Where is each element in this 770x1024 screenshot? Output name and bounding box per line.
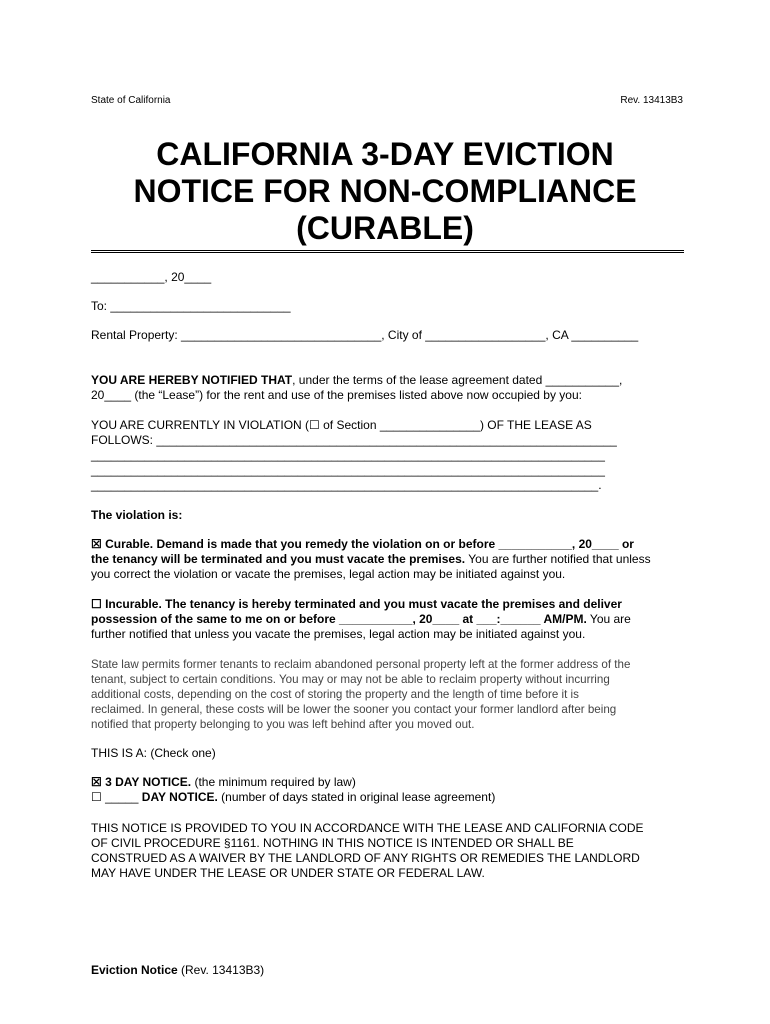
footer <box>91 963 264 977</box>
notified-line2: 20____ (the “Lease”) for the rent and use of the premises listed above now occupied by you: <box>91 388 582 402</box>
curable-paragraph <box>91 537 684 582</box>
header-state: State of California <box>91 95 171 106</box>
footer-rest: (Rev. 13413B3) <box>177 963 265 977</box>
incurable-bold-line1: ☐ Incurable. The tenancy is hereby terminated and you must vacate the premises and deliver <box>91 597 622 611</box>
header-revision: Rev. 13413B3 <box>620 95 683 106</box>
rental-property-field: Rental Property: ______________________________, City of __________________, CA __________ <box>91 328 639 342</box>
violation-line-3: _____________________________________________________________________________ <box>91 448 605 462</box>
document-title <box>0 136 770 247</box>
curable-bold-line1: ☒ Curable. Demand is made that you remedy the violation on or before ___________, 20____ or <box>91 537 634 551</box>
option-custom-day <box>91 790 684 805</box>
legal-line-3: CONSTRUED AS A WAIVER BY THE LANDLORD OF ANY RIGHTS OR REMEDIES THE LANDLORD <box>91 851 640 865</box>
state-law-line-2: tenant, subject to certain conditions. You may or may not be able to reclaim property without incurring <box>91 673 610 686</box>
footer-bold: Eviction Notice <box>91 963 178 977</box>
violation-line-5: ____________________________________________________________________________. <box>91 478 602 492</box>
violation-line-1: YOU ARE CURRENTLY IN VIOLATION (☐ of Section _______________) OF THE LEASE AS <box>91 418 592 432</box>
option-custom-rest: (number of days stated in original lease agreement) <box>217 790 496 804</box>
legal-line-1: THIS NOTICE IS PROVIDED TO YOU IN ACCORDANCE WITH THE LEASE AND CALIFORNIA CODE <box>91 821 644 835</box>
option-3-day-rest: (the minimum required by law) <box>191 775 356 789</box>
legal-line-4: MAY HAVE UNDER THE LEASE OR UNDER STATE OR FEDERAL LAW. <box>91 866 485 880</box>
incurable-bold-line2: possession of the same to me on or before ___________, 20____ at ___:______ AM/PM. <box>91 612 587 626</box>
legal-line-2: OF CIVIL PROCEDURE §1161. NOTHING IN THIS NOTICE IS INTENDED OR SHALL BE <box>91 836 574 850</box>
title-line-1: CALIFORNIA 3-DAY EVICTION <box>156 136 614 172</box>
option-3-day <box>91 775 684 790</box>
incurable-rest-line2: You are <box>586 612 631 626</box>
violation-line-4: _____________________________________________________________________________ <box>91 463 605 477</box>
curable-bold-line2: the tenancy will be terminated and you must vacate the premises. <box>91 552 466 566</box>
state-law-line-4: reclaimed. In general, these costs will be lower the sooner you contact your former landlord after being <box>91 703 617 716</box>
option-custom-bold: DAY NOTICE. <box>141 790 218 804</box>
legal-paragraph <box>91 821 684 881</box>
option-custom-prefix: ☐ _____ <box>91 790 142 804</box>
state-law-line-5: notified that property belonging to you was left behind after you moved out. <box>91 718 475 731</box>
state-law-paragraph <box>91 657 684 732</box>
incurable-line3: further notified that unless you vacate the premises, legal action may be initiated against you. <box>91 627 586 641</box>
notified-line1: , under the terms of the lease agreement dated ___________, <box>292 373 623 387</box>
curable-rest-line2: You are further notified that unless <box>465 552 651 566</box>
notified-paragraph <box>91 373 684 403</box>
state-law-line-1: State law permits former tenants to reclaim abandoned personal property left at the former address of the <box>91 658 631 671</box>
notified-bold: YOU ARE HEREBY NOTIFIED THAT <box>91 373 293 387</box>
state-law-line-3: additional costs, depending on the cost of storing the property and the length of time before it is <box>91 688 579 701</box>
violation-heading: The violation is: <box>91 508 183 522</box>
incurable-paragraph <box>91 597 684 642</box>
title-line-3: (CURABLE) <box>296 210 474 246</box>
notice-options <box>91 775 684 805</box>
title-line-2: NOTICE FOR NON-COMPLIANCE <box>133 173 637 209</box>
title-divider <box>91 250 684 253</box>
option-3-day-bold: ☒ 3 DAY NOTICE. <box>91 775 192 789</box>
this-is-a-label: THIS IS A: (Check one) <box>91 746 216 760</box>
to-field: To: ___________________________ <box>91 299 291 313</box>
violation-paragraph <box>91 418 684 493</box>
date-field: ___________, 20____ <box>91 270 212 284</box>
curable-line3: you correct the violation or vacate the premises, legal action may be initiated against you. <box>91 567 566 581</box>
violation-line-2: FOLLOWS: _____________________________________________________________________ <box>91 433 617 447</box>
